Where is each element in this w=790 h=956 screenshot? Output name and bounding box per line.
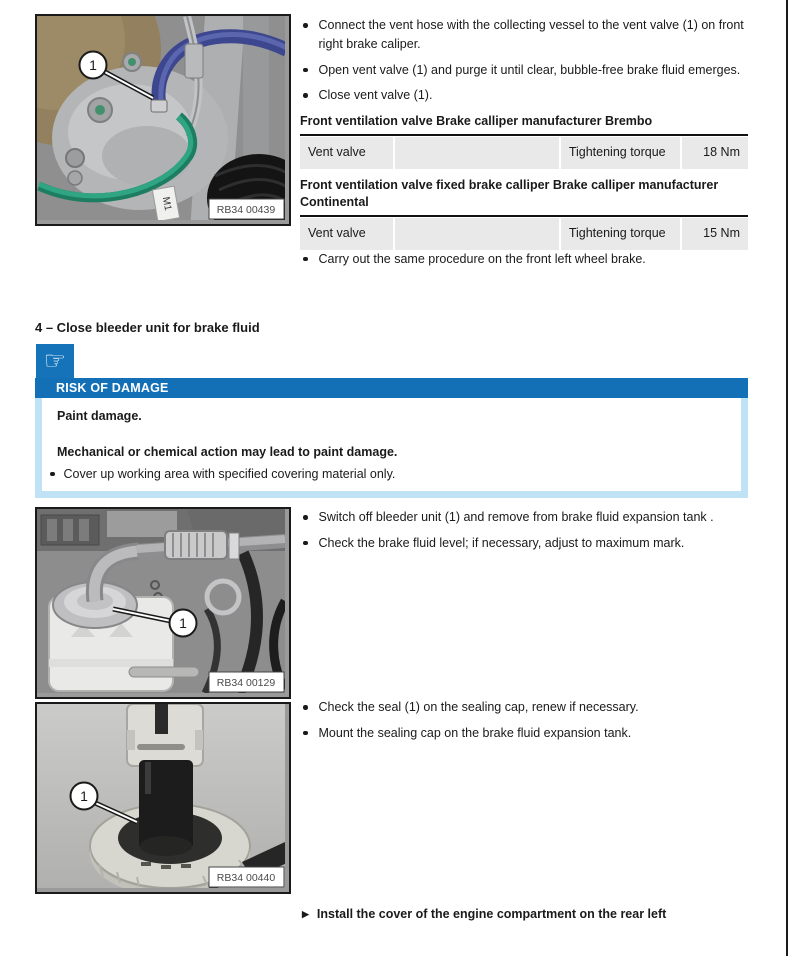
cell-spacer (395, 218, 559, 250)
list-item (300, 724, 748, 743)
svg-text:RB34 00129: RB34 00129 (216, 677, 276, 689)
triangle-bullet-icon: ▶ (302, 908, 309, 919)
step-text: Mount the sealing cap on the brake fluid expansion tank. (318, 725, 632, 740)
list-item (300, 61, 748, 80)
list-item (300, 86, 748, 105)
table-body (300, 134, 748, 169)
table-row (300, 218, 748, 250)
page-right-border (786, 0, 788, 956)
seal-steps-list (300, 698, 748, 743)
table-title: Front ventilation valve fixed brake calliper Brake calliper manufacturer Continental (300, 177, 719, 209)
bullet-icon (303, 515, 308, 520)
list-item (300, 698, 748, 717)
bleeder-steps-column (300, 508, 748, 560)
figure-sealing-cap (35, 702, 291, 894)
cell-value: 18 Nm (682, 137, 748, 169)
table-row (300, 137, 748, 169)
table-title: Front ventilation valve Brake calliper manufacturer Brembo (300, 114, 653, 128)
step-text: Connect the vent hose with the collecting vessel to the vent valve (1) on front right brake caliper. (318, 18, 744, 51)
seal-steps-column (300, 698, 748, 750)
cell-value: 15 Nm (682, 218, 748, 250)
bleeder-steps-list (300, 508, 748, 553)
sealing-cap-photo (37, 704, 285, 888)
bullet-icon (303, 705, 308, 710)
pointing-hand-icon: ☞ (36, 344, 74, 378)
step-text: Close vent valve (1). (318, 88, 433, 103)
bullet-icon (303, 23, 308, 28)
cap-top-plastic (127, 704, 203, 766)
table-body (300, 215, 748, 250)
cell-item: Vent valve (300, 218, 393, 250)
step-text: Check the seal (1) on the sealing cap, renew if necessary. (318, 700, 639, 714)
svg-text:M1: M1 (159, 195, 174, 212)
svg-text:RB34 00439: RB34 00439 (216, 204, 276, 216)
step-text: Switch off bleeder unit (1) and remove from brake fluid expansion tank . (318, 510, 714, 524)
risk-subtitle: Mechanical or chemical action may lead to paint damage. (57, 444, 398, 459)
final-step-text: Install the cover of the engine compartment on the rear left (316, 907, 667, 921)
risk-body (35, 398, 748, 498)
list-item (300, 250, 748, 269)
bullet-icon (303, 93, 308, 98)
svg-text:1: 1 (80, 788, 88, 804)
expansion-tank-photo (37, 509, 285, 693)
vent-procedure-column (300, 16, 748, 275)
vent-valve (151, 100, 167, 112)
torque-table-continental (300, 177, 748, 250)
svg-text:1: 1 (179, 615, 187, 631)
closing-step-list (300, 250, 748, 269)
risk-title: Paint damage. (57, 409, 142, 423)
figure-label (209, 199, 284, 219)
bullet-icon (303, 731, 308, 736)
vent-steps-list (300, 16, 748, 105)
bullet-icon (303, 257, 308, 262)
torque-table-brembo (300, 113, 748, 169)
list-item (300, 534, 748, 553)
brake-caliper-photo (37, 16, 285, 220)
svg-text:1: 1 (89, 57, 97, 73)
figure-label (209, 867, 284, 887)
step-text: Carry out the same procedure on the front left wheel brake. (318, 251, 646, 266)
list-item (300, 16, 748, 54)
cell-label: Tightening torque (561, 137, 680, 169)
bullet-icon (303, 541, 308, 546)
final-step (300, 905, 760, 924)
list-item (300, 508, 748, 527)
cell-item: Vent valve (300, 137, 393, 169)
section-heading: 4 – Close bleeder unit for brake fluid (35, 320, 260, 335)
risk-banner: RISK OF DAMAGE (35, 378, 748, 398)
figure-expansion-tank-bleeder-unit (35, 507, 291, 699)
cell-spacer (395, 137, 559, 169)
figure-label (209, 672, 284, 692)
cell-label: Tightening torque (561, 218, 680, 250)
step-text: Check the brake fluid level; if necessary, adjust to maximum mark. (318, 535, 685, 550)
risk-of-damage-box (35, 378, 748, 498)
bullet-icon (303, 68, 308, 73)
risk-instruction (50, 465, 731, 484)
risk-instruction-text: Cover up working area with specified covering material only. (63, 466, 396, 481)
svg-text:RB34 00440: RB34 00440 (216, 872, 276, 884)
bullet-icon (50, 472, 55, 477)
step-text: Open vent valve (1) and purge it until clear, bubble-free brake fluid emerges. (318, 62, 741, 77)
figure-brake-caliper-vent-valve (35, 14, 291, 226)
